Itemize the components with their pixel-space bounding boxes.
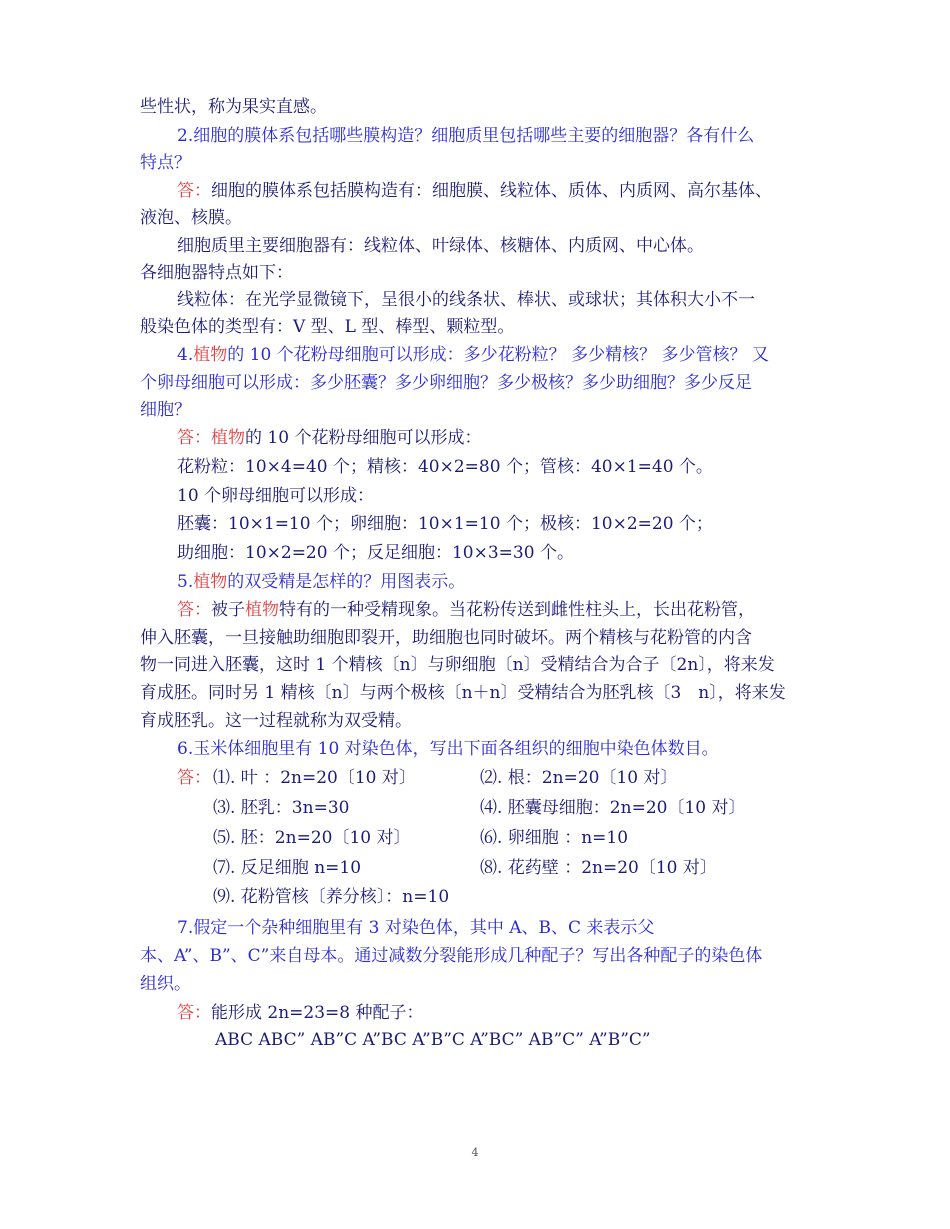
- answer-6-item-8: ⑻. 花药壁 ：2n=20〔10 对〕: [480, 858, 717, 878]
- answer-6-item-9: ⑼. 花粉管核〔养分核〕：n=10: [213, 887, 450, 907]
- answer-2-line-3: 细胞质里主要细胞器有：线粒体、叶绿体、核糖体、内质网、中心体。: [177, 236, 704, 256]
- answer-4-line-1: [177, 427, 481, 449]
- highlight-word: 植物: [193, 572, 228, 592]
- answer-7-line-1: [177, 1002, 424, 1024]
- question-2-line-1: 2.细胞的膜体系包括哪些膜构造？细胞质里包括哪些主要的细胞器？各有什么: [177, 126, 755, 146]
- answer-5-line-5: 育成胚乳。这一过程就称为双受精。: [140, 711, 412, 731]
- question-text: 的双受精是怎样的？用图表示。: [227, 572, 466, 592]
- question-number: 4.: [177, 345, 194, 365]
- answer-6-item-4: ⑷. 胚囊母细胞：2n=20〔10 对〕: [480, 798, 746, 818]
- text-line: 些性状，称为果实直感。: [140, 97, 327, 117]
- answer-6-item-1: ⑴. 叶 ：2n=20〔10 对〕: [213, 768, 416, 788]
- answer-2-line-6: 般染色体的类型有：V 型、L 型、棒型、颗粒型。: [140, 317, 515, 337]
- question-text: 的 10 个花粉母细胞可以形成：多少花粉粒？ 多少精核？ 多少管核？ 又: [227, 345, 769, 365]
- question-number: 5.: [177, 572, 194, 592]
- answer-4-line-5: 助细胞：10×2=20 个；反足细胞：10×3=30 个。: [177, 543, 574, 563]
- answer-text: 细胞的膜体系包括膜构造有：细胞膜、线粒体、质体、内质网、高尔基体、: [211, 181, 772, 201]
- answer-text: 的 10 个花粉母细胞可以形成：: [245, 428, 482, 448]
- answer-6-item-7: ⑺. 反足细胞 n=10: [213, 858, 362, 878]
- answer-label: 答：: [177, 181, 211, 201]
- answer-label: 答：: [177, 1003, 211, 1023]
- highlight-word: 植物: [245, 600, 279, 620]
- question-4-line-1: [177, 344, 769, 366]
- question-7-line-1: 7.假定一个杂种细胞里有 3 对染色体，其中 A、B、C 来表示父: [177, 918, 655, 938]
- question-6: 6.玉米体细胞里有 10 对染色体，写出下面各组织的细胞中染色体数目。: [177, 739, 719, 759]
- page-number: 4: [471, 1146, 479, 1159]
- answer-5-line-2: 伸入胚囊，一旦接触助细胞即裂开，助细胞也同时破坏。两个精核与花粉管的内含: [140, 628, 752, 648]
- question-4-line-3: 细胞？: [140, 400, 191, 420]
- answer-4-line-2: 花粉粒：10×4=40 个；精核：40×2=80 个；管核：40×1=40 个。: [177, 457, 713, 477]
- highlight-word: 植物: [193, 345, 228, 365]
- answer-text: 被子: [211, 600, 245, 620]
- answer-2-line-4: 各细胞器特点如下：: [140, 263, 293, 283]
- answer-5-line-3: 物一同进入胚囊，这时 1 个精核〔n〕与卵细胞〔n〕受精结合为合子〔2n〕，将来发: [140, 655, 775, 675]
- question-5: [177, 571, 465, 593]
- answer-6-item-5: ⑸. 胚：2n=20〔10 对〕: [213, 828, 411, 848]
- answer-text: 特有的一种受精现象。当花粉传送到雌性柱头上，长出花粉管，: [279, 600, 755, 620]
- answer-6-item-3: ⑶. 胚乳：3n=30: [213, 798, 350, 818]
- answer-7-line-2: ABC ABC” AB”C A”BC A”B”C A”BC” AB”C” A”B”C”: [215, 1030, 651, 1050]
- answer-label: 答：: [177, 428, 211, 448]
- answer-text: 能形成 2n=23=8 种配子：: [211, 1003, 424, 1023]
- answer-2-line-1: [177, 180, 772, 202]
- question-4-line-2: 个卵母细胞可以形成：多少胚囊？多少卵细胞？多少极核？多少助细胞？多少反足: [140, 373, 752, 393]
- answer-2-line-2: 液泡、核膜。: [140, 208, 242, 228]
- answer-label: 答：: [177, 768, 211, 788]
- answer-4-line-3: 10 个卵母细胞可以形成：: [177, 486, 375, 506]
- answer-2-line-5: 线粒体：在光学显微镜下，呈很小的线条状、棒状、或球状；其体积大小不一: [177, 290, 755, 310]
- answer-6-item-2: ⑵. 根：2n=20〔10 对〕: [480, 768, 678, 788]
- answer-5-line-4: 育成胚。同时另 1 精核〔n〕与两个极核〔n＋n〕受精结合为胚乳核〔3 n〕，将来发: [140, 683, 786, 703]
- question-7-line-2: 本、A”、B”、C”来自母本。通过减数分裂能形成几种配子？写出各种配子的染色体: [140, 946, 763, 966]
- answer-label: 答：: [177, 600, 211, 620]
- answer-6-item-6: ⑹. 卵细胞 ：n=10: [480, 828, 629, 848]
- question-7-line-3: 组织。: [140, 974, 191, 994]
- question-2-line-2: 特点？: [140, 153, 191, 173]
- highlight-word: 植物: [211, 428, 245, 448]
- answer-4-line-4: 胚囊：10×1=10 个；卵细胞：10×1=10 个；极核：10×2=20 个；: [177, 514, 713, 534]
- answer-5-line-1: [177, 599, 755, 621]
